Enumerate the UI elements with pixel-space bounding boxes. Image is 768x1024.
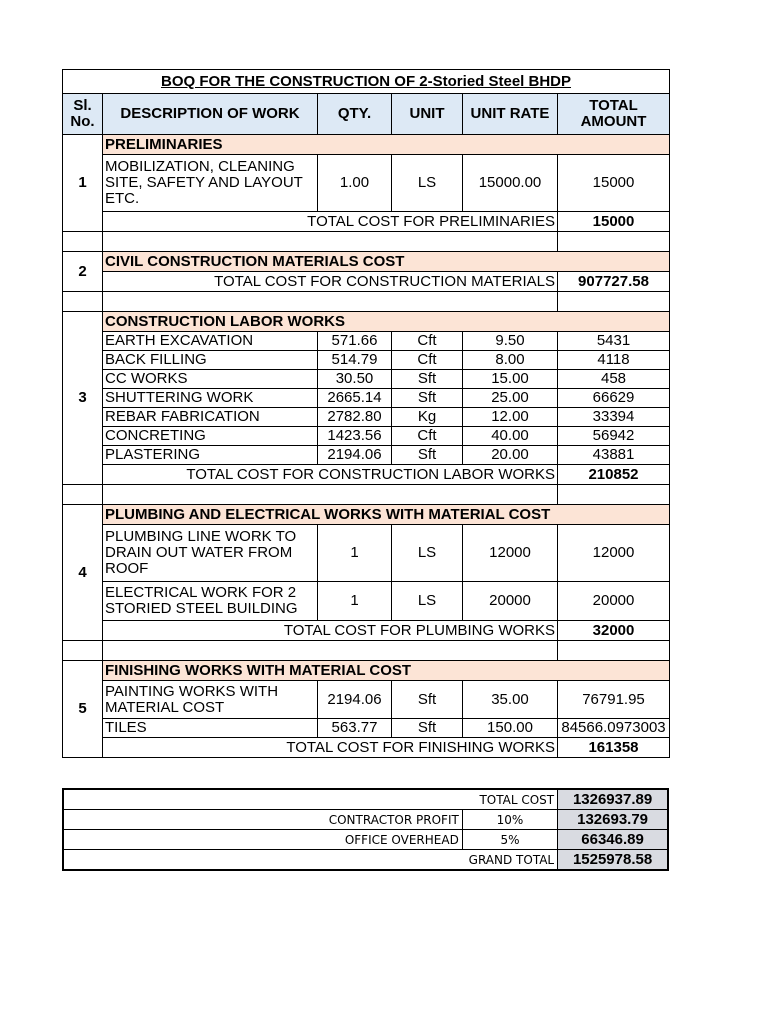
table-row bbox=[63, 370, 670, 389]
table-row bbox=[63, 525, 670, 582]
table-row bbox=[63, 719, 670, 738]
section-total-label: TOTAL COST FOR FINISHING WORKS bbox=[103, 738, 558, 758]
header-unit-rate: UNIT RATE bbox=[463, 94, 558, 135]
summary-row bbox=[63, 810, 668, 830]
item-description: CC WORKS bbox=[103, 370, 318, 389]
item-amount: 20000 bbox=[558, 582, 670, 621]
item-description: ELECTRICAL WORK FOR 2 STORIED STEEL BUILDING bbox=[103, 582, 318, 621]
item-qty: 2194.06 bbox=[318, 446, 392, 465]
table-row bbox=[63, 155, 670, 212]
item-description: REBAR FABRICATION bbox=[103, 408, 318, 427]
header-description: DESCRIPTION OF WORK bbox=[103, 94, 318, 135]
item-qty: 2194.06 bbox=[318, 681, 392, 719]
section-number: 5 bbox=[63, 661, 103, 758]
item-unit: Sft bbox=[392, 370, 463, 389]
summary-row bbox=[63, 850, 668, 871]
section-total-label: TOTAL COST FOR PRELIMINARIES bbox=[103, 212, 558, 232]
item-unit: LS bbox=[392, 525, 463, 582]
item-amount: 84566.0973003 bbox=[558, 719, 670, 738]
spacer-cell bbox=[558, 641, 670, 661]
item-qty: 571.66 bbox=[318, 332, 392, 351]
section-title: PRELIMINARIES bbox=[103, 135, 670, 155]
item-amount: 76791.95 bbox=[558, 681, 670, 719]
section-number: 1 bbox=[63, 135, 103, 232]
item-unit: Sft bbox=[392, 389, 463, 408]
item-rate: 20000 bbox=[463, 582, 558, 621]
item-rate: 40.00 bbox=[463, 427, 558, 446]
document-title: BOQ FOR THE CONSTRUCTION OF 2-Storied Steel BHDP bbox=[63, 70, 670, 94]
table-row bbox=[63, 446, 670, 465]
summary-row bbox=[63, 789, 668, 810]
item-description: PLUMBING LINE WORK TO DRAIN OUT WATER FROM ROOF bbox=[103, 525, 318, 582]
item-unit: Sft bbox=[392, 681, 463, 719]
summary-table bbox=[62, 788, 669, 871]
table-row bbox=[63, 408, 670, 427]
table-row bbox=[63, 582, 670, 621]
item-unit: LS bbox=[392, 155, 463, 212]
item-unit: Sft bbox=[392, 446, 463, 465]
section-number: 2 bbox=[63, 252, 103, 292]
item-rate: 15.00 bbox=[463, 370, 558, 389]
table-row bbox=[63, 332, 670, 351]
item-description: PLASTERING bbox=[103, 446, 318, 465]
table-row bbox=[63, 427, 670, 446]
item-description: TILES bbox=[103, 719, 318, 738]
item-amount: 458 bbox=[558, 370, 670, 389]
item-qty: 514.79 bbox=[318, 351, 392, 370]
spacer-cell bbox=[558, 485, 670, 505]
summary-row bbox=[63, 830, 668, 850]
summary-value: 1525978.58 bbox=[558, 850, 668, 871]
section-total-label: TOTAL COST FOR CONSTRUCTION LABOR WORKS bbox=[103, 465, 558, 485]
item-amount: 15000 bbox=[558, 155, 670, 212]
section-total-label: TOTAL COST FOR PLUMBING WORKS bbox=[103, 621, 558, 641]
summary-value: 132693.79 bbox=[558, 810, 668, 830]
summary-value: 66346.89 bbox=[558, 830, 668, 850]
item-qty: 1 bbox=[318, 582, 392, 621]
summary-value: 1326937.89 bbox=[558, 789, 668, 810]
item-rate: 12.00 bbox=[463, 408, 558, 427]
item-qty: 1.00 bbox=[318, 155, 392, 212]
item-rate: 25.00 bbox=[463, 389, 558, 408]
item-rate: 9.50 bbox=[463, 332, 558, 351]
summary-percent: 10% bbox=[462, 810, 557, 830]
section-title: PLUMBING AND ELECTRICAL WORKS WITH MATERIAL COST bbox=[103, 505, 670, 525]
section-total-value: 161358 bbox=[558, 738, 670, 758]
item-description: SHUTTERING WORK bbox=[103, 389, 318, 408]
summary-label: GRAND TOTAL bbox=[63, 850, 558, 871]
header-row bbox=[63, 94, 670, 135]
item-unit: Sft bbox=[392, 719, 463, 738]
item-rate: 35.00 bbox=[463, 681, 558, 719]
section-number: 4 bbox=[63, 505, 103, 641]
item-amount: 33394 bbox=[558, 408, 670, 427]
item-rate: 150.00 bbox=[463, 719, 558, 738]
header-sl: Sl. No. bbox=[63, 94, 103, 135]
item-amount: 66629 bbox=[558, 389, 670, 408]
spacer-cell bbox=[63, 292, 103, 312]
section-total-label: TOTAL COST FOR CONSTRUCTION MATERIALS bbox=[103, 272, 558, 292]
item-qty: 563.77 bbox=[318, 719, 392, 738]
item-description: MOBILIZATION, CLEANING SITE, SAFETY AND LAYOUT ETC. bbox=[103, 155, 318, 212]
spacer-cell bbox=[103, 292, 558, 312]
item-rate: 15000.00 bbox=[463, 155, 558, 212]
spacer-cell bbox=[63, 232, 103, 252]
item-unit: Cft bbox=[392, 351, 463, 370]
spacer-cell bbox=[103, 641, 558, 661]
item-unit: Cft bbox=[392, 332, 463, 351]
item-amount: 56942 bbox=[558, 427, 670, 446]
summary-label: TOTAL COST bbox=[63, 789, 558, 810]
spacer-cell bbox=[558, 292, 670, 312]
header-qty: QTY. bbox=[318, 94, 392, 135]
summary-label: CONTRACTOR PROFIT bbox=[63, 810, 462, 830]
header-total-amount: TOTAL AMOUNT bbox=[558, 94, 670, 135]
item-amount: 5431 bbox=[558, 332, 670, 351]
item-qty: 1423.56 bbox=[318, 427, 392, 446]
item-description: BACK FILLING bbox=[103, 351, 318, 370]
spacer-cell bbox=[103, 485, 558, 505]
section-total-value: 15000 bbox=[558, 212, 670, 232]
table-row bbox=[63, 389, 670, 408]
summary-label: OFFICE OVERHEAD bbox=[63, 830, 462, 850]
item-rate: 8.00 bbox=[463, 351, 558, 370]
item-amount: 43881 bbox=[558, 446, 670, 465]
spacer-cell bbox=[558, 232, 670, 252]
item-rate: 12000 bbox=[463, 525, 558, 582]
item-qty: 30.50 bbox=[318, 370, 392, 389]
section-total-value: 32000 bbox=[558, 621, 670, 641]
item-unit: LS bbox=[392, 582, 463, 621]
item-amount: 4118 bbox=[558, 351, 670, 370]
table-row bbox=[63, 681, 670, 719]
item-description: EARTH EXCAVATION bbox=[103, 332, 318, 351]
spacer-cell bbox=[63, 485, 103, 505]
item-unit: Cft bbox=[392, 427, 463, 446]
boq-table bbox=[62, 69, 670, 758]
spacer-cell bbox=[63, 641, 103, 661]
item-unit: Kg bbox=[392, 408, 463, 427]
item-amount: 12000 bbox=[558, 525, 670, 582]
section-title: CIVIL CONSTRUCTION MATERIALS COST bbox=[103, 252, 670, 272]
summary-percent: 5% bbox=[462, 830, 557, 850]
spacer-cell bbox=[103, 232, 558, 252]
table-row bbox=[63, 351, 670, 370]
section-title: CONSTRUCTION LABOR WORKS bbox=[103, 312, 670, 332]
item-qty: 2665.14 bbox=[318, 389, 392, 408]
section-total-value: 210852 bbox=[558, 465, 670, 485]
item-description: PAINTING WORKS WITH MATERIAL COST bbox=[103, 681, 318, 719]
item-rate: 20.00 bbox=[463, 446, 558, 465]
header-unit: UNIT bbox=[392, 94, 463, 135]
section-number: 3 bbox=[63, 312, 103, 485]
section-total-value: 907727.58 bbox=[558, 272, 670, 292]
item-description: CONCRETING bbox=[103, 427, 318, 446]
item-qty: 1 bbox=[318, 525, 392, 582]
item-qty: 2782.80 bbox=[318, 408, 392, 427]
section-title: FINISHING WORKS WITH MATERIAL COST bbox=[103, 661, 670, 681]
